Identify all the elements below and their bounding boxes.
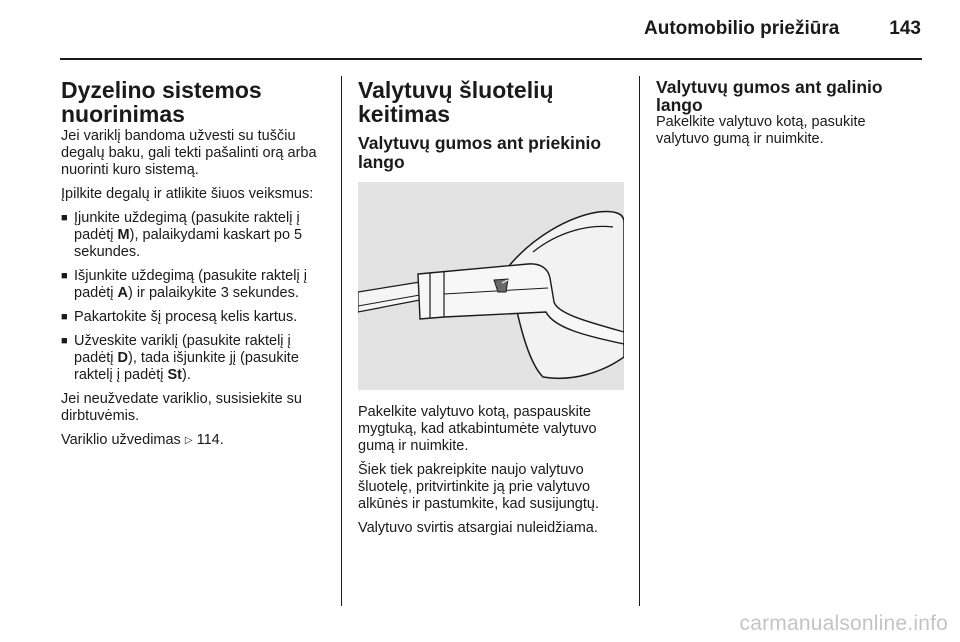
page-number: 143: [889, 18, 921, 39]
column-wipers: [358, 78, 624, 544]
section-title-wipers: Valytuvų šluotelių keitimas: [358, 77, 554, 127]
cross-reference[interactable]: Variklio užvedimas ▷ 114.: [61, 432, 224, 448]
section-title-rear: Valytuvų gumos ant galinio lango: [656, 77, 883, 115]
diesel-note: Jei neužvedate variklio, susisiekite su dirbtuvėmis.: [61, 391, 302, 424]
wiper-blade-illustration: [358, 182, 624, 390]
list-item: ■ Išjunkite uždegimą (pasukite raktelį į padėtį A) ir palaikykite 3 sekundes.: [61, 268, 329, 302]
list-item: ■ Įjunkite uždegimą (pasukite raktelį į padėtį M), palaikydami kaskart po 5 sekundes.: [61, 210, 329, 261]
column-divider-2: [639, 76, 640, 606]
column-diesel: [61, 78, 329, 456]
diesel-intro: Jei variklį bandoma užvesti su tuščiu degalų baku, gali tekti pašalinti orą arba nuorinti kuro sistemą.: [61, 128, 317, 178]
section-title-diesel: Dyzelino sistemos nuorinimas: [61, 77, 262, 127]
wipers-rear-step-1: Pakelkite valytuvo kotą, pasukite valytuvo gumą ir nuimkite.: [656, 114, 866, 147]
header-title: Automobilio priežiūra: [644, 18, 840, 39]
list-item: ■ Užveskite variklį (pasukite raktelį į padėtį D), tada išjunkite jį (pasukite raktelį į padėtį St).: [61, 333, 329, 384]
wiper-blade-icon: [358, 182, 624, 390]
column-divider-1: [341, 76, 342, 606]
diesel-steps-intro: Įpilkite degalų ir atlikite šiuos veiksmus:: [61, 186, 314, 202]
wipers-front-step-3: Valytuvo svirtis atsargiai nuleidžiama.: [358, 520, 598, 536]
header-rule: [60, 58, 922, 60]
page-header: [644, 18, 921, 40]
column-rear-wiper: [656, 78, 922, 155]
watermark: carmanualsonline.info: [739, 612, 948, 635]
subsection-title-front: Valytuvų gumos ant priekinio lango: [358, 133, 602, 172]
list-item: ■ Pakartokite šį procesą kelis kartus.: [61, 309, 329, 326]
wipers-front-step-2: Šiek tiek pakreipkite naujo valytuvo šluotelę, pritvirtinkite ją prie valytuvo alkūnės ir pastumkite, kad susijungtų.: [358, 462, 599, 512]
reference-arrow-icon: ▷: [184, 435, 193, 446]
diesel-steps-list: [61, 210, 329, 384]
wipers-front-step-1: Pakelkite valytuvo kotą, paspauskite mygtuką, kad atkabintumėte valytuvo gumą ir nuimkite.: [358, 404, 597, 454]
